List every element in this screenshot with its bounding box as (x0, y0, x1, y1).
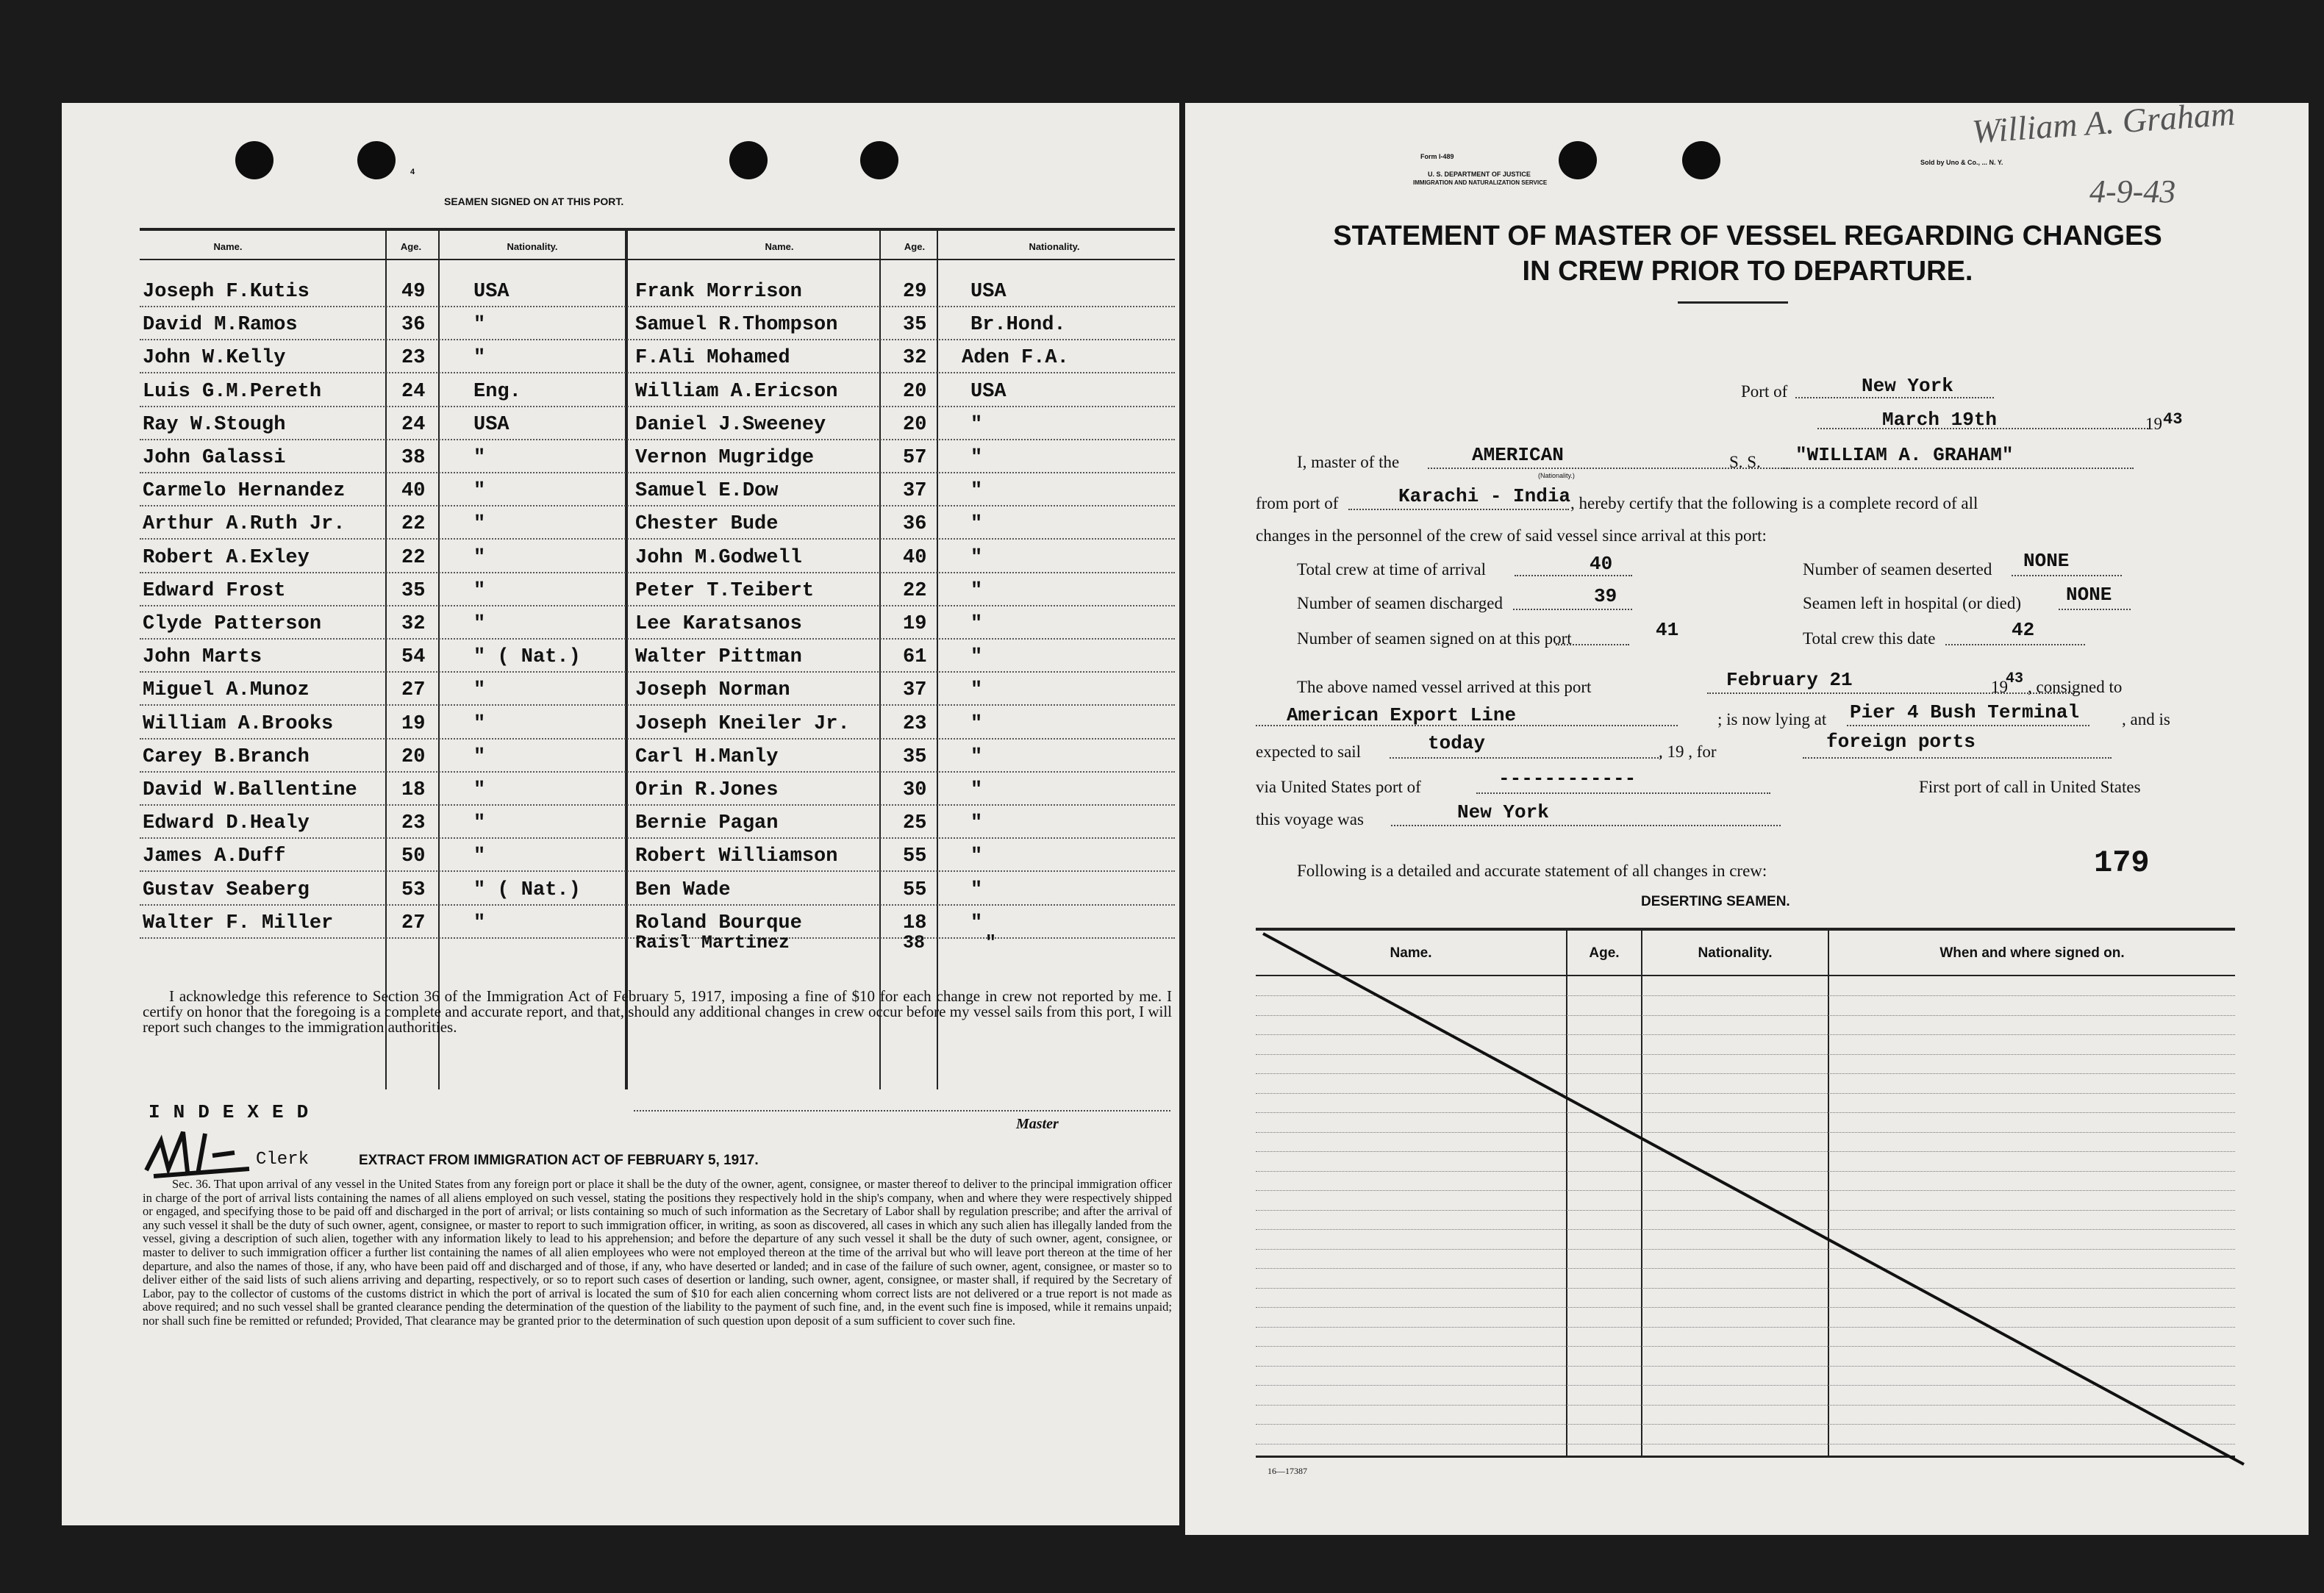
stat-label: Seamen left in hospital (or died) (1803, 594, 2022, 612)
overflow-crew-age: 38 (903, 932, 926, 953)
crew-nationality: Aden F.A. (962, 347, 1069, 370)
deserting-col-nationality: Nationality. (1698, 945, 1773, 961)
crew-name: Orin R.Jones (635, 779, 779, 801)
crew-nationality: " (970, 447, 983, 469)
crew-name: Roland Bourque (635, 912, 802, 934)
table-row-rule (140, 372, 1175, 373)
crew-nationality: " (970, 413, 983, 436)
crew-name: Joseph Norman (635, 679, 790, 702)
crew-nationality: " (970, 878, 983, 901)
crew-age: 54 (401, 646, 426, 669)
for-label: , 19 , for (1659, 742, 1717, 761)
column-divider (438, 229, 440, 1089)
crew-age: 27 (401, 912, 426, 934)
for-value: foreign ports (1826, 731, 1976, 753)
crew-age: 35 (401, 579, 426, 602)
crew-age: 19 (903, 613, 927, 635)
indexed-stamp: INDEXED (149, 1101, 322, 1123)
table-row-rule (140, 804, 1175, 806)
table-row-rule (140, 738, 1175, 740)
table-row-rule (140, 572, 1175, 573)
crew-name: Walter Pittman (635, 646, 802, 669)
crew-nationality: " (473, 546, 486, 569)
crew-age: 27 (401, 679, 426, 702)
crew-age: 37 (903, 480, 927, 503)
deserting-col-signed-on: When and where signed on. (1939, 945, 2125, 961)
crew-name: James A.Duff (143, 845, 286, 868)
crew-name: John Galassi (143, 447, 286, 469)
cancel-diagonal-line (1185, 103, 2309, 1535)
right-page (1185, 94, 2309, 1535)
crew-nationality: " (970, 480, 983, 503)
extract-text: Sec. 36. That upon arrival of any vessel in the United States from any foreign port or place it shall be the duty of the owner, agent, consignee, or master thereof to deliver to the principal immigration officer in charge of the port of arrival lists containing the names of all aliens employed on such vessel, stating the positions they respectively hold in the ship's company, when and where they were respectively shipped or engaged, and specifying those to be paid off and discharged in the port of arrival; or lists containing so much of such information as the Secretary of Labor shall by regulation prescribe; and after the arrival of any such vessel it shall be the duty of such owner, agent, consignee, or master to report to such immigration officer, in writing, as soon as discovered, all cases in which any such alien has illegally landed from the vessel, giving a description of such alien, together with any information likely to lead to his apprehension; and before the departure of any such vessel it shall be the duty of such owner, agent, consignee, or master to deliver to such immigration officer a further list containing the names of all alien employees who were not employed thereon at the time of the arrival but who will leave port thereon at the time of her departure, and also the names of those, if any, who have been paid off and discharged and of those, if any, who have deserted or landed; and in case of the failure of such owner, agent, consignee, or master so to deliver either of the said lists of such aliens arriving and departing, respectively, or so to report such cases of desertion or landing, such owner, agent, consignee, or master shall, if required by the Secretary of Labor, pay to the collector of customs of the customs district in which the port of arrival is located the sum of $10 for each alien concerning whom correct lists are not delivered or a true report is not made as above required; and no such vessel shall be granted clearance pending the determination of the question of the liability to the payment of such fine, and, in the event such fine is imposed, while it remains unpaid; nor shall such fine be remitted or refunded; Provided, That clearance may be granted prior to the determination of such question upon deposit of a sum sufficient to cover such fine. (143, 1177, 1172, 1328)
clerk-label: Clerk (256, 1150, 310, 1170)
year-value: 43 (2163, 410, 2183, 429)
stat-value: NONE (2066, 584, 2112, 606)
record-number: 179 (2094, 845, 2150, 881)
voyage-label: this voyage was (1256, 810, 1364, 828)
table-row-rule (140, 306, 1175, 307)
crew-name: Walter F. Miller (143, 912, 334, 934)
crew-age: 55 (903, 845, 927, 868)
crew-age: 57 (903, 447, 927, 469)
crew-nationality: " (970, 912, 983, 934)
extract-title: EXTRACT FROM IMMIGRATION ACT OF FEBRUARY 5, 1917. (359, 1153, 759, 1168)
crew-nationality: " (473, 745, 486, 768)
stat-label: Number of seamen discharged (1297, 594, 1503, 612)
column-divider (937, 229, 938, 1089)
crew-nationality: USA (473, 413, 510, 436)
table-row-rule (140, 638, 1175, 640)
table-row-rule (140, 406, 1175, 407)
crew-nationality: " (473, 613, 486, 635)
crew-name: Lee Karatsanos (635, 613, 802, 635)
form-title-line1: STATEMENT OF MASTER OF VESSEL REGARDING CHANGES (1333, 221, 2162, 251)
table-row-rule (140, 439, 1175, 440)
crew-age: 20 (401, 745, 426, 768)
crew-nationality: " (473, 812, 486, 835)
lying-value: Pier 4 Bush Terminal (1850, 701, 2080, 723)
crew-nationality: " (473, 912, 486, 934)
punch-hole (235, 141, 273, 179)
crew-name: Vernon Mugridge (635, 447, 815, 469)
crew-age: 22 (401, 513, 426, 536)
clerk-signature (139, 1126, 264, 1185)
left-page (62, 103, 1179, 1525)
column-header-nationality: Nationality. (1029, 241, 1080, 252)
crew-age: 23 (903, 712, 927, 735)
voyage-value: New York (1457, 801, 1549, 823)
following-text: Following is a detailed and accurate statement of all changes in crew: (1297, 862, 1767, 880)
crew-nationality: " (473, 712, 486, 735)
column-divider (385, 229, 387, 1089)
crew-age: 23 (401, 347, 426, 370)
crew-name: John W.Kelly (143, 347, 286, 370)
crew-name: Samuel E.Dow (635, 480, 779, 503)
crew-name: John M.Godwell (635, 546, 802, 569)
crew-name: Chester Bude (635, 513, 779, 536)
crew-age: 20 (903, 413, 927, 436)
from-port-value: Karachi - India (1398, 485, 1571, 507)
deserting-col-name: Name. (1390, 945, 1432, 961)
consignee-value: American Export Line (1287, 704, 1517, 726)
crew-nationality: " (473, 314, 486, 337)
crew-name: David W.Ballentine (143, 779, 357, 801)
nationality-caption: (Nationality.) (1538, 472, 1575, 479)
crew-age: 40 (903, 546, 927, 569)
crew-age: 32 (401, 613, 426, 635)
table-top-rule (140, 228, 1175, 231)
port-label: Port of (1741, 382, 1788, 401)
table-row-rule (140, 704, 1175, 706)
stat-label: Total crew this date (1803, 629, 1936, 648)
column-header-age: Age. (904, 241, 926, 252)
crew-nationality: " (473, 679, 486, 702)
handwritten-name: William A. Graham (1970, 94, 2237, 151)
crew-name: Peter T.Teibert (635, 579, 815, 602)
sold-by-note: Sold by Uno & Co., ... N. Y. (1920, 159, 2003, 166)
crew-age: 49 (401, 281, 426, 303)
crew-name: F.Ali Mohamed (635, 347, 790, 370)
crew-nationality: " (473, 845, 486, 868)
crew-name: Edward Frost (143, 579, 286, 602)
crew-nationality: " (970, 812, 983, 835)
crew-nationality: " (473, 579, 486, 602)
year-prefix: 19 (2145, 415, 2162, 433)
crew-age: 55 (903, 878, 927, 901)
and-is-label: , and is (2122, 710, 2170, 729)
crew-name: William A.Ericson (635, 380, 838, 403)
master-signature-line (634, 1110, 1170, 1111)
stat-value: 40 (1590, 553, 1613, 575)
crew-nationality: " (970, 646, 983, 669)
stat-label: Total crew at time of arrival (1297, 560, 1487, 579)
handwritten-date: 4-9-43 (2089, 173, 2176, 210)
first-port-label: First port of call in United States (1919, 778, 2141, 796)
punch-hole (357, 141, 396, 179)
department-name: U. S. DEPARTMENT OF JUSTICE (1428, 171, 1531, 178)
master-label: Master (1016, 1116, 1059, 1132)
crew-nationality: " (970, 779, 983, 801)
arrived-value: February 21 (1726, 669, 1853, 691)
crew-age: 35 (903, 745, 927, 768)
stat-value: 42 (2012, 619, 2035, 641)
crew-age: 40 (401, 480, 426, 503)
expected-label: expected to sail (1256, 742, 1362, 761)
crew-age: 38 (401, 447, 426, 469)
crew-name: Robert Williamson (635, 845, 838, 868)
crew-name: Ben Wade (635, 878, 731, 901)
crew-nationality: " (970, 845, 983, 868)
form-number: Form I-489 (1420, 153, 1454, 160)
table-row-rule (140, 472, 1175, 473)
stat-value: NONE (2023, 550, 2070, 572)
crew-age: 19 (401, 712, 426, 735)
column-header-name: Name. (765, 241, 794, 252)
crew-age: 32 (903, 347, 927, 370)
crew-nationality: " (970, 745, 983, 768)
crew-name: Arthur A.Ruth Jr. (143, 513, 346, 536)
crew-name: David M.Ramos (143, 314, 298, 337)
column-header-age: Age. (400, 241, 422, 252)
overflow-crew-nationality: " (985, 932, 997, 953)
punch-hole (860, 141, 898, 179)
arrived-label: The above named vessel arrived at this port (1297, 678, 1592, 696)
crew-age: 22 (401, 546, 426, 569)
crew-nationality: " (970, 679, 983, 702)
table-row-rule (140, 605, 1175, 606)
crew-nationality: " (473, 779, 486, 801)
table-row-rule (140, 339, 1175, 340)
crew-age: 36 (401, 314, 426, 337)
crew-name: Ray W.Stough (143, 413, 286, 436)
crew-age: 23 (401, 812, 426, 835)
stat-label: Number of seamen deserted (1803, 560, 1992, 579)
crew-name: Gustav Seaberg (143, 878, 310, 901)
table-header-rule (140, 259, 1175, 260)
table-row-rule (140, 771, 1175, 773)
crew-age: 25 (903, 812, 927, 835)
page-number: 4 (410, 168, 415, 176)
crew-nationality: USA (970, 281, 1007, 303)
crew-age: 37 (903, 679, 927, 702)
crew-name: John Marts (143, 646, 262, 669)
crew-age: 50 (401, 845, 426, 868)
deserting-seamen-title: DESERTING SEAMEN. (1641, 894, 1790, 909)
via-value: ------------ (1498, 767, 1637, 790)
crew-age: 24 (401, 380, 426, 403)
crew-name: William A.Brooks (143, 712, 334, 735)
form-title-line2: IN CREW PRIOR TO DEPARTURE. (1522, 256, 1973, 287)
crew-name: Miguel A.Munoz (143, 679, 310, 702)
crew-nationality: " (970, 712, 983, 735)
crew-nationality: " ( Nat.) (473, 878, 581, 901)
stat-value: 39 (1594, 585, 1617, 607)
consigned-label: , consigned to (2028, 678, 2123, 696)
year-prefix: 19 (1991, 678, 2008, 696)
crew-nationality: " (473, 347, 486, 370)
crew-age: 18 (401, 779, 426, 801)
from-port-label: from port of (1256, 494, 1339, 512)
crew-name: Carey B.Branch (143, 745, 310, 768)
crew-age: 29 (903, 281, 927, 303)
certify-text: , hereby certify that the following is a complete record of all (1570, 494, 1978, 512)
crew-nationality: " (970, 579, 983, 602)
crew-nationality: Eng. (473, 380, 521, 403)
lying-label: ; is now lying at (1717, 710, 1827, 729)
vessel-nationality: AMERICAN (1472, 444, 1564, 466)
overflow-crew-name: Raisl Martinez (635, 932, 790, 953)
table-row-rule (140, 837, 1175, 839)
crew-name: Carl H.Manly (635, 745, 779, 768)
crew-name: Frank Morrison (635, 281, 802, 303)
table-row-rule (140, 671, 1175, 673)
crew-name: Bernie Pagan (635, 812, 779, 835)
crew-age: 20 (903, 380, 927, 403)
footer-code: 16—17387 (1268, 1466, 1307, 1476)
table-row-rule (140, 538, 1175, 540)
changes-text: changes in the personnel of the crew of said vessel since arrival at this port: (1256, 526, 1767, 545)
crew-name: Clyde Patterson (143, 613, 322, 635)
crew-nationality: " (473, 480, 486, 503)
seamen-signed-title: SEAMEN SIGNED ON AT THIS PORT. (444, 196, 624, 207)
ss-label: S. S. (1729, 453, 1761, 471)
crew-age: 53 (401, 878, 426, 901)
crew-nationality: " (473, 513, 486, 536)
column-divider (625, 229, 628, 1089)
crew-name: Carmelo Hernandez (143, 480, 346, 503)
crew-nationality: " (970, 546, 983, 569)
service-name: IMMIGRATION AND NATURALIZATION SERVICE (1413, 179, 1548, 186)
column-header-nationality: Nationality. (507, 241, 558, 252)
crew-nationality: " (473, 447, 486, 469)
stat-value: 41 (1656, 619, 1679, 641)
crew-name: Luis G.M.Pereth (143, 380, 322, 403)
date-value: March 19th (1882, 409, 1998, 431)
table-row-rule (140, 904, 1175, 906)
crew-name: Joseph Kneiler Jr. (635, 712, 850, 735)
crew-name: Joseph F.Kutis (143, 281, 310, 303)
crew-name: Robert A.Exley (143, 546, 310, 569)
stat-label: Number of seamen signed on at this port (1297, 629, 1572, 648)
crew-nationality: USA (473, 281, 510, 303)
crew-nationality: " (970, 613, 983, 635)
crew-nationality: " ( Nat.) (473, 646, 581, 669)
expected-value: today (1428, 732, 1486, 754)
port-value: New York (1862, 375, 1953, 397)
crew-nationality: USA (970, 380, 1007, 403)
crew-name: Samuel R.Thompson (635, 314, 838, 337)
via-label: via United States port of (1256, 778, 1421, 796)
crew-name: Daniel J.Sweeney (635, 413, 826, 436)
column-header-name: Name. (213, 241, 243, 252)
acknowledgment-text: I acknowledge this reference to Section 36 of the Immigration Act of February 5, 1917, imposing a fine of $10 for each change in crew not reported by me. I certify on honor that the foregoing is a complete and accurate report, and that, should any additional changes in crew occur before my vessel sails from this port, I will report such changes to the immigration authorities. (143, 987, 1172, 1036)
crew-age: 22 (903, 579, 927, 602)
table-row-rule (140, 505, 1175, 506)
vessel-name: "WILLIAM A. GRAHAM" (1795, 444, 2014, 466)
crew-age: 30 (903, 779, 927, 801)
column-divider (879, 229, 881, 1089)
crew-nationality: " (970, 513, 983, 536)
crew-name: Edward D.Healy (143, 812, 310, 835)
crew-age: 18 (903, 912, 927, 934)
punch-hole (729, 141, 768, 179)
crew-nationality: Br.Hond. (970, 314, 1066, 337)
deserting-col-age: Age. (1589, 945, 1620, 961)
table-row-rule (140, 870, 1175, 872)
crew-age: 61 (903, 646, 927, 669)
crew-age: 36 (903, 513, 927, 536)
master-of-label: I, master of the (1297, 453, 1400, 471)
crew-age: 24 (401, 413, 426, 436)
arrived-year: 43 (2006, 670, 2024, 687)
crew-age: 35 (903, 314, 927, 337)
